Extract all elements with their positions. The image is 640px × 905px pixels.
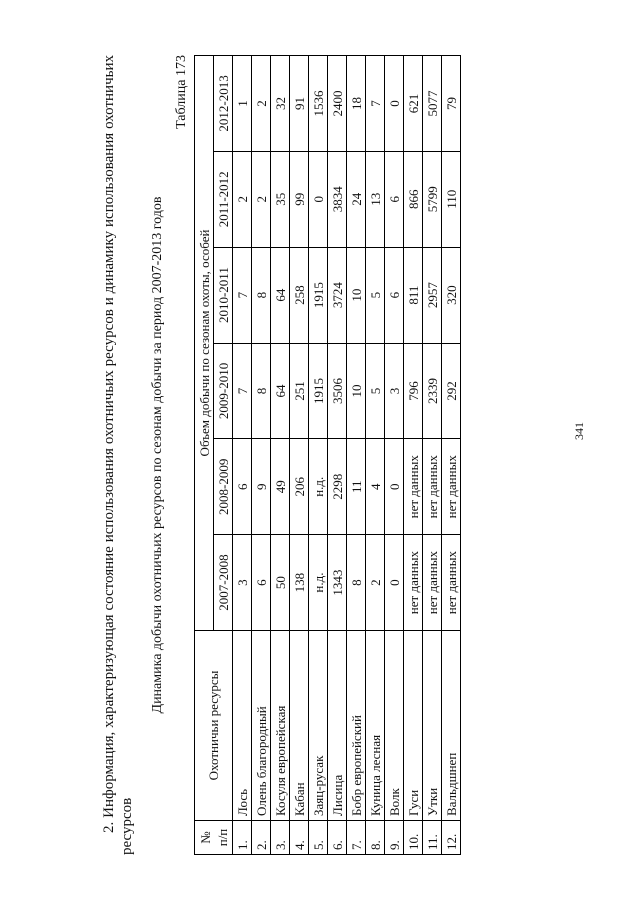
harvest-value: 99 (290, 151, 309, 247)
harvest-value: нет данных (442, 439, 461, 535)
resource-name: Лось (233, 631, 252, 821)
harvest-value: 35 (271, 151, 290, 247)
harvest-value: 1915 (309, 343, 328, 439)
harvest-value: 10 (347, 343, 366, 439)
header-resource: Охотничьи ресурсы (195, 631, 233, 821)
row-number: 3. (271, 821, 290, 855)
table-row (328, 56, 347, 855)
resource-name: Гуси (404, 631, 423, 821)
resource-name: Волк (385, 631, 404, 821)
resource-name: Куница лесная (366, 631, 385, 821)
harvest-value: 2339 (423, 343, 442, 439)
harvest-value: нет данных (404, 535, 423, 631)
harvest-value: 11 (347, 439, 366, 535)
resource-name: Олень благородный (252, 631, 271, 821)
row-number: 4. (290, 821, 309, 855)
intro-text: 2. Информация, характеризующая состояние использования охотничьих ресурсов и динамику использования охотничьих ресурсов (101, 55, 135, 855)
header-season: 2012-2013 (214, 56, 233, 152)
header-season: 2011-2012 (214, 151, 233, 247)
resource-name: Лисица (328, 631, 347, 821)
row-number: 5. (309, 821, 328, 855)
harvest-value: 251 (290, 343, 309, 439)
harvest-value: 5077 (423, 56, 442, 152)
page-number: 341 (572, 422, 586, 440)
harvest-value: 18 (347, 56, 366, 152)
table-title: Динамика добычи охотничьих ресурсов по сезонам добычи за период 2007-2013 годов (150, 196, 165, 714)
harvest-value: 10 (347, 247, 366, 343)
harvest-value: 4 (366, 439, 385, 535)
row-number: 11. (423, 821, 442, 855)
harvest-value: 6 (233, 439, 252, 535)
harvest-value: 258 (290, 247, 309, 343)
resource-name: Бобр европейский (347, 631, 366, 821)
harvest-value: 32 (271, 56, 290, 152)
harvest-value: 3834 (328, 151, 347, 247)
harvest-value: 7 (233, 247, 252, 343)
harvest-value: 1915 (309, 247, 328, 343)
harvest-value: 1 (233, 56, 252, 152)
harvest-value: 5 (366, 343, 385, 439)
harvest-value: 866 (404, 151, 423, 247)
harvest-value: 3724 (328, 247, 347, 343)
resource-name: Кабан (290, 631, 309, 821)
row-number: 9. (385, 821, 404, 855)
row-number: 10. (404, 821, 423, 855)
harvest-value: 50 (271, 535, 290, 631)
table-row (309, 56, 328, 855)
harvest-value: 621 (404, 56, 423, 152)
harvest-value: 64 (271, 343, 290, 439)
harvest-value: 0 (385, 56, 404, 152)
harvest-value: 13 (366, 151, 385, 247)
harvest-value: 6 (385, 151, 404, 247)
harvest-value: н.д. (309, 535, 328, 631)
harvest-value: 24 (347, 151, 366, 247)
harvest-value: 2 (366, 535, 385, 631)
harvest-value: 2298 (328, 439, 347, 535)
harvest-value: 3506 (328, 343, 347, 439)
harvest-value: 2 (233, 151, 252, 247)
row-number: 8. (366, 821, 385, 855)
harvest-value: 91 (290, 56, 309, 152)
harvest-value: 0 (309, 151, 328, 247)
rotated-content (100, 55, 640, 855)
harvest-value: н.д. (309, 439, 328, 535)
harvest-value: 7 (233, 343, 252, 439)
harvest-value: 0 (385, 535, 404, 631)
harvest-value: нет данных (442, 535, 461, 631)
harvest-value: 0 (385, 439, 404, 535)
resource-name: Вальдшнеп (442, 631, 461, 821)
table-row (385, 56, 404, 855)
harvest-value: 7 (366, 56, 385, 152)
harvest-value: 8 (252, 247, 271, 343)
harvest-value: 5799 (423, 151, 442, 247)
harvest-value: 49 (271, 439, 290, 535)
harvest-value: 64 (271, 247, 290, 343)
harvest-value: 811 (404, 247, 423, 343)
harvest-value: 2 (252, 151, 271, 247)
harvest-value: нет данных (423, 535, 442, 631)
harvest-value: 292 (442, 343, 461, 439)
table-row (290, 56, 309, 855)
table-number: Таблица 173 (174, 55, 189, 129)
harvest-value: 1343 (328, 535, 347, 631)
table-row (442, 56, 461, 855)
harvest-value: 5 (366, 247, 385, 343)
harvest-value: 796 (404, 343, 423, 439)
row-number: 7. (347, 821, 366, 855)
harvest-value: 2400 (328, 56, 347, 152)
table-row (252, 56, 271, 855)
harvest-value: 206 (290, 439, 309, 535)
header-group: Объем добычи по сезонам охоты, особей (195, 56, 214, 631)
row-number: 2. (252, 821, 271, 855)
harvest-value: 1536 (309, 56, 328, 152)
harvest-value: 3 (233, 535, 252, 631)
row-number: 6. (328, 821, 347, 855)
harvest-value: 8 (347, 535, 366, 631)
harvest-value: 6 (252, 535, 271, 631)
header-season: 2008-2009 (214, 439, 233, 535)
harvest-table (194, 55, 461, 855)
table-row (404, 56, 423, 855)
table-row (271, 56, 290, 855)
harvest-value: 3 (385, 343, 404, 439)
harvest-value: 2 (252, 56, 271, 152)
table-row (233, 56, 252, 855)
harvest-value: 110 (442, 151, 461, 247)
table-row (423, 56, 442, 855)
harvest-value: 6 (385, 247, 404, 343)
table-row (366, 56, 385, 855)
header-season: 2007-2008 (214, 535, 233, 631)
resource-name: Заяц-русак (309, 631, 328, 821)
harvest-value: 138 (290, 535, 309, 631)
harvest-value: нет данных (404, 439, 423, 535)
harvest-value: 2957 (423, 247, 442, 343)
row-number: 1. (233, 821, 252, 855)
harvest-value: 320 (442, 247, 461, 343)
harvest-value: 8 (252, 343, 271, 439)
header-season: 2010-2011 (214, 247, 233, 343)
header-num: № п/п (195, 821, 233, 855)
resource-name: Утки (423, 631, 442, 821)
row-number: 12. (442, 821, 461, 855)
harvest-value: нет данных (423, 439, 442, 535)
harvest-value: 79 (442, 56, 461, 152)
intro-paragraph (100, 55, 136, 855)
resource-name: Косуля европейская (271, 631, 290, 821)
table-body (233, 56, 461, 855)
header-season: 2009-2010 (214, 343, 233, 439)
table-row (347, 56, 366, 855)
harvest-value: 9 (252, 439, 271, 535)
